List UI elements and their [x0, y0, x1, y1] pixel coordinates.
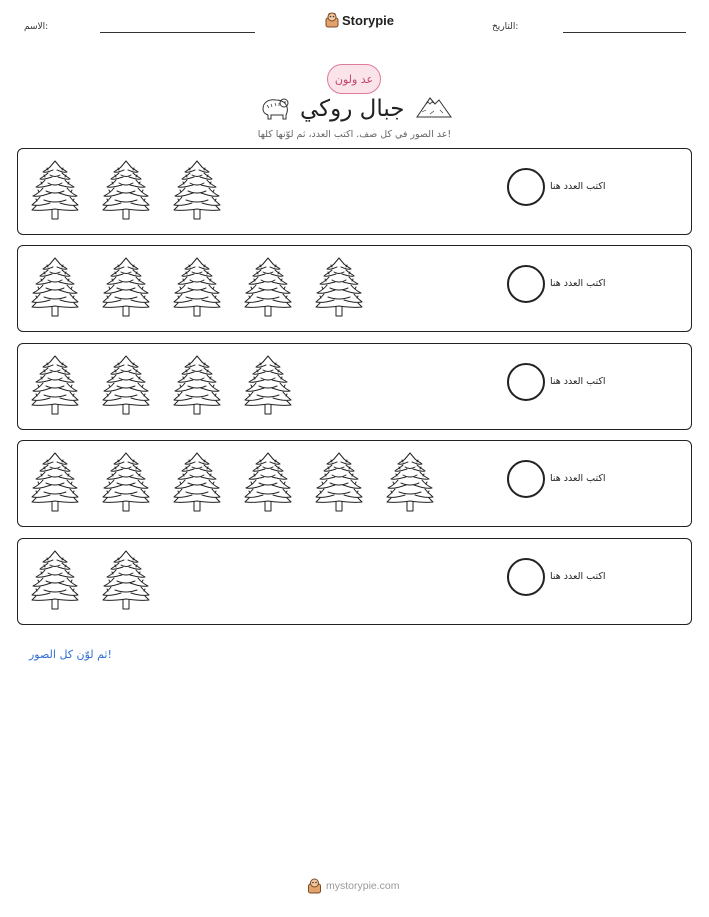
pine-tree-icon[interactable] — [172, 451, 222, 513]
badge: عد ولون — [327, 64, 381, 94]
write-number-label: اكتب العدد هنا — [550, 181, 606, 192]
storypie-logo-icon — [307, 878, 322, 894]
answer-circle[interactable] — [507, 265, 545, 303]
site-url: mystorypie.com — [326, 880, 400, 892]
pine-tree-icon[interactable] — [314, 256, 364, 318]
page-title: جبال روكي — [300, 96, 405, 122]
pine-tree-icon[interactable] — [30, 451, 80, 513]
pine-tree-icon[interactable] — [243, 256, 293, 318]
pine-tree-icon[interactable] — [101, 256, 151, 318]
write-number-label: اكتب العدد هنا — [550, 376, 606, 387]
write-number-label: اكتب العدد هنا — [550, 473, 606, 484]
write-number-label: اكتب العدد هنا — [550, 278, 606, 289]
pine-tree-icon[interactable] — [385, 451, 435, 513]
counting-row — [17, 440, 692, 527]
site-footer — [307, 878, 400, 894]
answer-circle[interactable] — [507, 168, 545, 206]
brand-name: Storypie — [342, 12, 395, 28]
brand-logo — [325, 12, 394, 28]
name-label: الاسم: — [24, 22, 49, 32]
date-label: التاريخ: — [492, 22, 519, 32]
pine-tree-icon[interactable] — [30, 354, 80, 416]
counting-row — [17, 148, 692, 235]
pine-tree-icon[interactable] — [30, 159, 80, 221]
pine-tree-icon[interactable] — [101, 159, 151, 221]
pine-tree-icon[interactable] — [172, 159, 222, 221]
name-line — [100, 32, 255, 33]
counting-row — [17, 245, 692, 332]
pine-tree-icon[interactable] — [243, 451, 293, 513]
date-line — [563, 32, 686, 33]
bear-icon — [259, 93, 291, 121]
answer-circle[interactable] — [507, 460, 545, 498]
footer-note: ثم لوّن كل الصور! — [29, 648, 112, 661]
mountain-icon — [416, 92, 452, 120]
counting-row — [17, 538, 692, 625]
pine-tree-icon[interactable] — [243, 354, 293, 416]
write-number-label: اكتب العدد هنا — [550, 571, 606, 582]
answer-circle[interactable] — [507, 363, 545, 401]
pine-tree-icon[interactable] — [172, 354, 222, 416]
answer-circle[interactable] — [507, 558, 545, 596]
storypie-logo-icon — [325, 12, 339, 28]
instructions: عد الصور في كل صف. اكتب العدد، ثم لوّنها كلها! — [257, 129, 452, 140]
pine-tree-icon[interactable] — [314, 451, 364, 513]
pine-tree-icon[interactable] — [172, 256, 222, 318]
pine-tree-icon[interactable] — [101, 549, 151, 611]
pine-tree-icon[interactable] — [30, 256, 80, 318]
pine-tree-icon[interactable] — [30, 549, 80, 611]
counting-row — [17, 343, 692, 430]
pine-tree-icon[interactable] — [101, 354, 151, 416]
pine-tree-icon[interactable] — [101, 451, 151, 513]
